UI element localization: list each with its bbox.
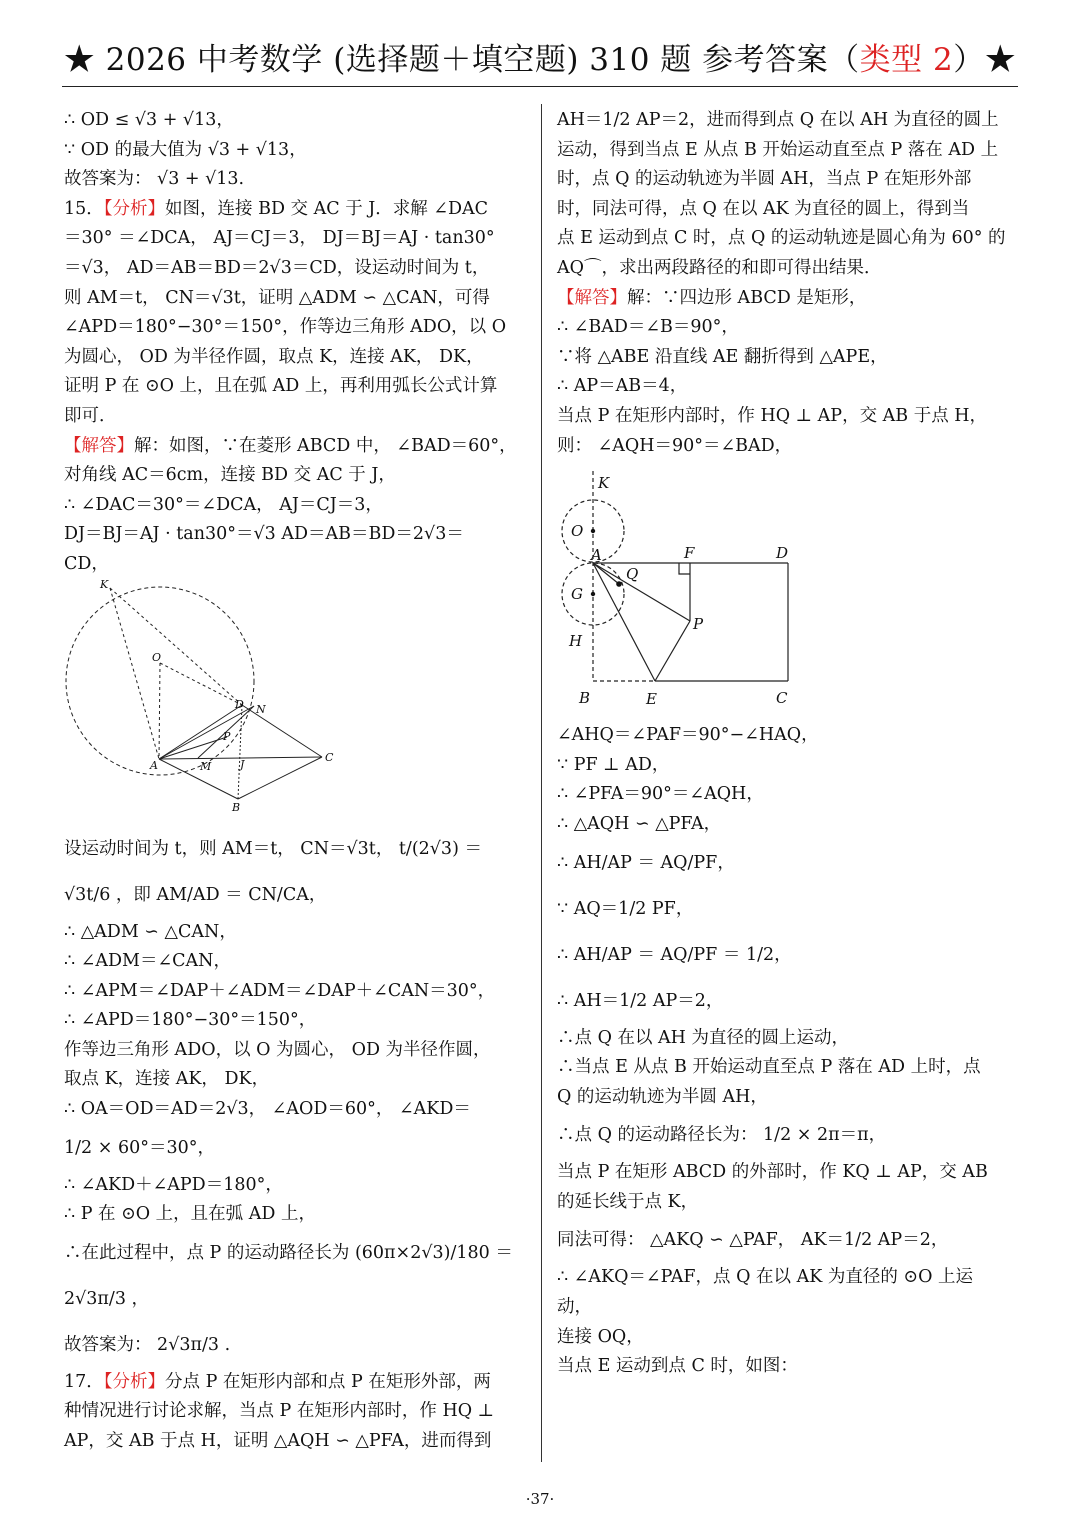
fig1-label: A xyxy=(150,758,158,772)
text-line: 连接 OQ， xyxy=(557,1326,644,1347)
text-line: ∴ ∠APD＝180°−30°＝150°， xyxy=(64,1010,317,1031)
text-line: ∵将 △ABE 沿直线 AE 翻折得到 △APE， xyxy=(557,346,888,367)
page-number: ·37· xyxy=(525,1490,555,1508)
text-line: ∴ ∠DAC＝30°＝∠DCA， AJ＝CJ＝3， xyxy=(64,494,383,515)
text-line: 1/2 × 60°＝30°， xyxy=(64,1137,215,1158)
solution-tag: 【解答】 xyxy=(64,435,134,456)
header-divider xyxy=(62,86,1018,87)
text-line: ∴ ∠PFA＝90°＝∠AQH， xyxy=(557,784,764,805)
text-line: ∴ OD ≤ √3 + √13， xyxy=(64,110,234,130)
left-column xyxy=(64,106,528,1457)
text-line: 运动，得到当点 E 从点 B 开始运动直至点 P 落在 AD 上 xyxy=(557,139,999,160)
text-line: 则 AM＝t， CN＝√3t，证明 △ADM ∽ △CAN，可得 xyxy=(64,287,490,308)
question-number: 15． xyxy=(64,198,104,219)
text-line: ∴ △AQH ∽ △PFA， xyxy=(557,813,722,834)
text-line: 动， xyxy=(557,1297,592,1318)
question-number: 17． xyxy=(64,1371,104,1392)
text-line: √3t/6 ，即 AM/AD ＝ CN/CA， xyxy=(64,884,327,905)
text-line: 当点 P 在矩形 ABCD 的外部时，作 KQ ⊥ AP，交 AB xyxy=(557,1162,988,1183)
text-line: ∴ ∠AKQ＝∠PAF，点 Q 在以 AK 为直径的 ⊙O 上运 xyxy=(557,1267,973,1288)
text-line: ∵ AQ＝1/2 PF， xyxy=(557,898,694,919)
text-line: 故答案为： √3 + √13. xyxy=(64,169,245,190)
text-line: ∴ ∠AKD＋∠APD＝180°， xyxy=(64,1174,283,1195)
rhombus-circle-figure xyxy=(64,580,354,826)
text-line: ∴ ∠BAD＝∠B＝90°， xyxy=(557,317,739,338)
fig2-label: G xyxy=(571,585,583,604)
text-line: AH＝1/2 AP＝2，进而得到点 Q 在以 AH 为直径的圆上 xyxy=(557,110,999,130)
text-line: AQ⌒，求出两段路径的和即可得出结果． xyxy=(557,257,882,278)
text-line xyxy=(557,284,1019,314)
fig1-label: K xyxy=(100,579,109,591)
text-line: ∵ PF ⊥ AD， xyxy=(557,754,670,775)
fig1-label: B xyxy=(232,800,241,814)
text-line: ＝30° ＝∠DCA， AJ＝CJ＝3， DJ＝BJ＝AJ · tan30° xyxy=(64,228,495,249)
text-line: 作等边三角形 ADO，以 O 为圆心， OD 为半径作圆， xyxy=(64,1039,491,1060)
text-line: ＝√3， AD＝AB＝BD＝2√3＝CD，设运动时间为 t， xyxy=(64,257,490,278)
header-title: ★ 2026 中考数学 (选择题＋填空题) 310 题 参考答案（ xyxy=(63,42,860,78)
text-line: Q 的运动轨迹为半圆 AH， xyxy=(557,1086,768,1107)
analysis-tag: 【分析】 xyxy=(103,198,166,219)
text-line xyxy=(64,432,528,462)
column-divider xyxy=(541,104,542,1462)
text-line: ∴点 Q 的运动路径长为： 1/2 × 2π＝π， xyxy=(557,1125,887,1146)
fig2-label: P xyxy=(693,615,704,634)
text-line: 设运动时间为 t，则 AM＝t， CN＝√3t， t/(2√3) ＝ xyxy=(64,838,482,859)
text-line: ∴ OA＝OD＝AD＝2√3， ∠AOD＝60°， ∠AKD＝ xyxy=(64,1099,471,1120)
fig1-label: D xyxy=(235,697,244,711)
page-header xyxy=(0,38,1080,82)
rectangle-fold-figure xyxy=(557,471,807,721)
text-line: ∴ △ADM ∽ △CAN， xyxy=(64,921,237,942)
fig2-label: K xyxy=(598,474,610,493)
text-line: ∴ P 在 ⊙O 上，且在弧 AD 上， xyxy=(64,1204,316,1225)
text-line xyxy=(64,1368,528,1398)
text-line xyxy=(64,195,528,225)
fig2-label: H xyxy=(569,632,583,651)
fig2-label: F xyxy=(684,544,695,563)
fig2-label: D xyxy=(776,544,789,563)
text-line: 即可． xyxy=(64,405,117,426)
text-line: ∴当点 E 从点 B 开始运动直至点 P 落在 AD 上时，点 xyxy=(557,1057,981,1078)
text-line: 的延长线于点 K， xyxy=(557,1191,699,1212)
text-line: ∴ ∠ADM＝∠CAN， xyxy=(64,951,231,972)
text-line: 当点 E 运动到点 C 时，如图： xyxy=(557,1356,798,1377)
fig2-label: C xyxy=(776,689,788,708)
text-line: ∴ AH/AP ＝ AQ/PF， xyxy=(557,852,735,873)
text-line: ∠AHQ＝∠PAF＝90°−∠HAQ， xyxy=(557,725,819,746)
fig1-label: P xyxy=(223,729,231,743)
text-line: 为圆心， OD 为半径作圆，取点 K，连接 AK， DK， xyxy=(64,346,484,367)
fig1-label: J xyxy=(240,757,245,771)
text-line: 对角线 AC＝6cm，连接 BD 交 AC 于 J， xyxy=(64,465,396,486)
fig1-label: M xyxy=(200,759,212,773)
text-line: 取点 K，连接 AK， DK， xyxy=(64,1069,270,1090)
solution-tag: 【解答】 xyxy=(557,287,627,308)
text-span: 如图，连接 BD 交 AC 于 J．求解 ∠DAC xyxy=(165,198,489,219)
text-line: 时，点 Q 的运动轨迹为半圆 AH，当点 P 在矩形外部 xyxy=(557,169,972,190)
text-line: 点 E 运动到点 C 时，点 Q 的运动轨迹是圆心角为 60° 的 xyxy=(557,228,1006,249)
text-line: 故答案为： 2√3π/3 . xyxy=(64,1334,231,1355)
text-line: ∴ AH＝1/2 AP＝2， xyxy=(557,990,724,1011)
text-line: CD， xyxy=(64,553,109,574)
fig1-label: N xyxy=(256,702,266,716)
text-line: ∴ AP＝AB＝4， xyxy=(557,376,688,397)
fig2-label: O xyxy=(571,522,584,541)
text-line: 证明 P 在 ⊙O 上，且在弧 AD 上，再利用弧长公式计算 xyxy=(64,376,498,397)
text-line: ∵ OD 的最大值为 √3 + √13， xyxy=(64,139,307,160)
text-span: 分点 P 在矩形内部和点 P 在矩形外部，两 xyxy=(165,1371,491,1392)
text-line: 种情况进行讨论求解，当点 P 在矩形内部时，作 HQ ⊥ xyxy=(64,1401,495,1422)
text-line: ∴ AH/AP ＝ AQ/PF ＝ 1/2， xyxy=(557,944,792,965)
text-line: 当点 P 在矩形内部时，作 HQ ⊥ AP，交 AB 于点 H， xyxy=(557,405,988,426)
text-span: 解：∵四边形 ABCD 是矩形， xyxy=(627,287,867,308)
text-line: ∠APD＝180°−30°＝150°，作等边三角形 ADO，以 O xyxy=(64,317,507,338)
fig2-label: Q xyxy=(626,565,639,584)
text-line: DJ＝BJ＝AJ · tan30°＝√3 AD＝AB＝BD＝2√3＝ xyxy=(64,524,464,545)
analysis-tag: 【分析】 xyxy=(103,1371,166,1392)
text-line: 则： ∠AQH＝90°＝∠BAD， xyxy=(557,435,793,456)
text-span: 解：如图，∵在菱形 ABCD 中， ∠BAD＝60°， xyxy=(134,435,517,456)
header-type-label: 类型 2 xyxy=(859,42,954,78)
fig2-label: E xyxy=(646,690,657,709)
text-line: 时，同法可得，点 Q 在以 AK 为直径的圆上，得到当 xyxy=(557,198,970,219)
fig2-label: A xyxy=(591,546,602,565)
text-line: 2√3π/3 ， xyxy=(64,1288,150,1309)
text-line: AP，交 AB 于点 H，证明 △AQH ∽ △PFA，进而得到 xyxy=(64,1431,492,1452)
fig1-label: C xyxy=(325,750,334,764)
fig1-label: O xyxy=(152,650,162,664)
header-title-end: ）★ xyxy=(953,42,1017,78)
right-column xyxy=(557,106,1019,1382)
text-line: 同法可得： △AKQ ∽ △PAF， AK＝1/2 AP＝2， xyxy=(557,1230,949,1251)
text-line: ∴在此过程中，点 P 的运动路径长为 (60π×2√3)/180 ＝ xyxy=(64,1242,513,1263)
text-line: ∴点 Q 在以 AH 为直径的圆上运动， xyxy=(557,1027,849,1048)
fig2-label: B xyxy=(579,689,591,708)
text-line: ∴ ∠APM＝∠DAP＋∠ADM＝∠DAP＋∠CAN＝30°， xyxy=(64,980,496,1001)
